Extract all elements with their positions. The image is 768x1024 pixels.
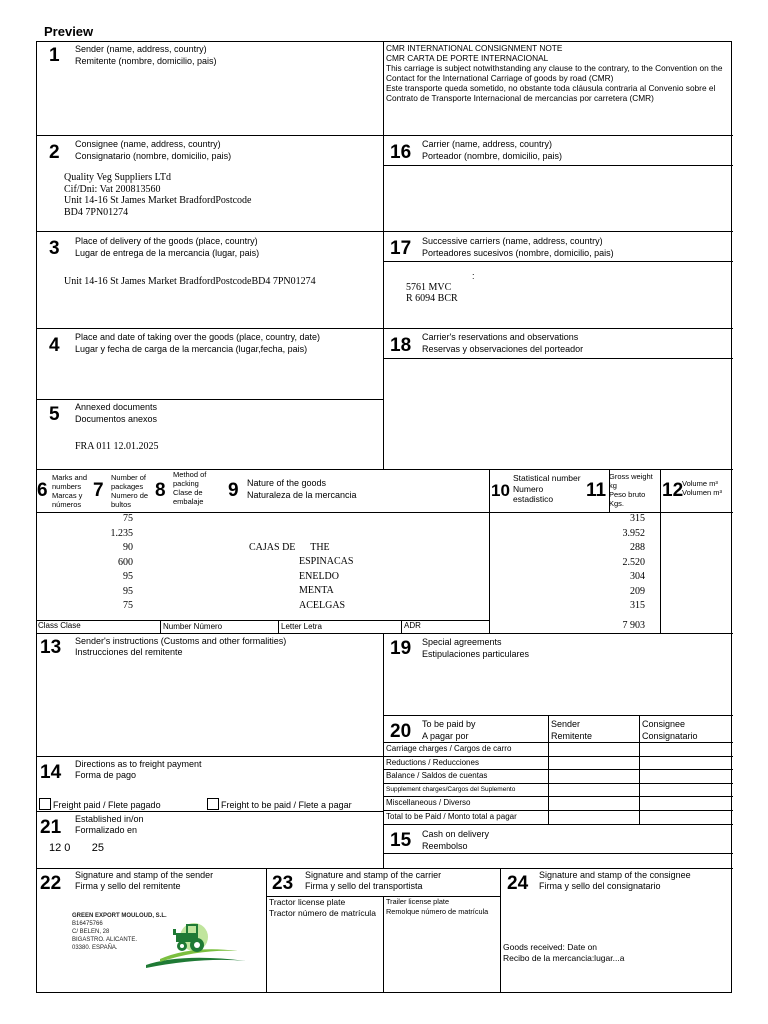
box-17-label-en: Successive carriers (name, address, country): [422, 236, 603, 246]
annexed-doc-value: FRA 011 12.01.2025: [75, 441, 159, 452]
box-3-label-en: Place of delivery of the goods (place, country): [75, 236, 258, 246]
box-3-number: 3: [49, 238, 60, 259]
col-7-label: Number of packages Numero de bultos: [111, 473, 149, 509]
gross-weight: 2.520: [622, 556, 645, 568]
payment-col-sender: Sender Remitente: [551, 719, 593, 741]
col-12-label: Volume m³ Volumen m³: [682, 479, 723, 497]
letter-label: Letter Letra: [281, 622, 322, 631]
box-18-number: 18: [390, 335, 412, 356]
cmr-header-line: Este transporte queda sometido, no obstante toda cláusula contraria al Convenio sobre el Contrato de Transporte Internacional de mercancias por carretera (CMR): [386, 83, 716, 103]
col-9-label: Nature of the goods Naturaleza de la mercancia: [247, 478, 357, 500]
plate-1: 5761 MVC: [406, 282, 452, 293]
box-2-number: 2: [49, 142, 60, 163]
col-12-number: 12: [662, 480, 684, 501]
consignee-details: [64, 172, 251, 218]
delivery-place: Unit 14-16 St James Market BradfordPostcodeBD4 7PN01274: [64, 276, 316, 287]
box-23-label-en: Signature and stamp of the carrier: [305, 870, 442, 880]
goods-nature-line: CAJAS DE THE: [249, 542, 330, 553]
box-13-number: 13: [40, 637, 62, 658]
box-4-label-en: Place and date of taking over the goods (place, country, date): [75, 332, 320, 342]
gross-weight: 315: [630, 600, 645, 611]
box-22-label-en: Signature and stamp of the sender: [75, 870, 214, 880]
stamp-line: 03380. ESPAÑA.: [72, 945, 118, 951]
box-24-number: 24: [507, 873, 529, 894]
package-count: 600: [118, 556, 133, 568]
plate-2: R 6094 BCR: [406, 293, 458, 304]
box-21-label-en: Established in/on: [75, 814, 144, 824]
payment-row: Miscellaneous / Diverso: [386, 798, 471, 807]
gross-weight: 288: [630, 542, 645, 553]
stamp-line: C/ BELEN, 28: [72, 929, 110, 935]
col-11-number: 11: [586, 480, 607, 501]
goods-received-label: Goods received: Date on Recibo de la mercancia:lugar...a: [503, 942, 625, 963]
box-23-number: 23: [272, 873, 294, 894]
box-14-label-en: Directions as to freight payment: [75, 759, 202, 769]
box-24-label-es: Firma y sello del consignatario: [539, 881, 661, 891]
goods-nature-line: MENTA: [299, 585, 334, 596]
payment-row: Total to be Paid / Monto total a pagar: [386, 812, 517, 821]
goods-nature-line: ESPINACAS: [299, 556, 354, 567]
freight-to-pay-option[interactable]: [207, 798, 352, 811]
established-date: 12 0 25: [49, 842, 105, 854]
box-22-label-es: Firma y sello del remitente: [75, 881, 181, 891]
stamp-line: BIGASTRO. ALICANTE.: [72, 937, 138, 943]
box-13-label-en: Sender's instructions (Customs and other formalities): [75, 636, 287, 646]
box-24-label-en: Signature and stamp of the consignee: [539, 870, 691, 880]
box-16-number: 16: [390, 142, 412, 163]
freight-paid-label: Freight paid / Flete pagado: [53, 800, 161, 810]
col-11-label: Gross weight kg Peso bruto Kgs.: [609, 472, 653, 508]
stamp-company: GREEN EXPORT MOULOUD, S.L.: [72, 913, 167, 919]
goods-nature-line: ACELGAS: [299, 600, 346, 611]
total-weight: 7 903: [622, 620, 645, 631]
freight-to-pay-checkbox[interactable]: [207, 798, 219, 810]
consignee-line: Unit 14-16 St James Market BradfordPostcode: [64, 195, 252, 206]
payment-row: Reductions / Reducciones: [386, 758, 479, 767]
tractor-plate-label: Tractor license plate Tractor número de matrícula: [269, 897, 376, 918]
page-title: Preview: [44, 24, 94, 39]
box-15-label-en: Cash on delivery: [422, 829, 490, 839]
box-5-label-es: Documentos anexos: [75, 414, 158, 424]
box-15-number: 15: [390, 830, 412, 851]
box-19-label-es: Estipulaciones particulares: [422, 649, 530, 659]
box-4-number: 4: [49, 335, 60, 356]
box-17-number: 17: [390, 238, 412, 259]
package-count: 90: [123, 542, 133, 553]
consignee-line: BD4 7PN01274: [64, 206, 129, 218]
adr-label: ADR: [404, 621, 421, 630]
box-20-number: 20: [390, 721, 412, 742]
stamp-line: B16475766: [72, 921, 103, 927]
payment-row: Carriage charges / Cargos de carro: [386, 744, 512, 753]
weights-column: [610, 512, 645, 614]
trailer-plate-label: Trailer license plate Remolque número de matrícula: [386, 897, 489, 916]
package-count: 95: [123, 585, 133, 597]
col-6-label: Marks and numbers Marcas y números: [52, 473, 88, 509]
cmr-header: [386, 43, 731, 103]
box-3-label-es: Lugar de entrega de la mercancia (lugar, pais): [75, 248, 260, 258]
gross-weight: 3.952: [622, 527, 645, 539]
freight-paid-option[interactable]: [39, 798, 161, 811]
box-18-label-es: Reservas y observaciones del porteador: [422, 344, 584, 354]
box-16-label-es: Porteador (nombre, domicilio, pais): [422, 151, 563, 161]
package-count: 95: [123, 571, 133, 582]
box-22-number: 22: [40, 873, 62, 894]
col-7-number: 7: [93, 480, 104, 501]
package-count: 75: [123, 600, 133, 611]
box-13-label-es: Instrucciones del remitente: [75, 647, 183, 657]
gross-weight: 315: [630, 513, 645, 524]
tractor-logo-icon: [142, 915, 250, 971]
box-17-label-es: Porteadores sucesivos (nombre, domicilio, pais): [422, 248, 614, 258]
col-10-label: Statistical number Numero estadistico: [513, 473, 581, 504]
box-2-label-es: Consignatario (nombre, domicilio, pais): [75, 151, 232, 161]
package-count: 1.235: [110, 527, 133, 539]
number-label: Number Número: [163, 622, 223, 631]
box-1-label-en: Sender (name, address, country): [75, 44, 207, 54]
box-21-label-es: Formalizado en: [75, 825, 138, 835]
box-15-label-es: Reembolso: [422, 841, 468, 851]
gross-weight: 209: [630, 585, 645, 597]
box-1-number: 1: [49, 45, 60, 66]
payment-row: Supplement charges/Cargos del Suplemento: [386, 786, 516, 793]
class-label: Class Clase: [38, 621, 81, 630]
cmr-header-line: CMR CARTA DE PORTE INTERNACIONAL: [386, 53, 549, 63]
box-14-label-es: Forma de pago: [75, 770, 137, 780]
freight-paid-checkbox[interactable]: [39, 798, 51, 810]
col-10-number: 10: [491, 481, 510, 500]
successive-carrier-colon: :: [472, 271, 475, 281]
payment-row: Balance / Saldos de cuentas: [386, 771, 488, 780]
col-9-number: 9: [228, 480, 239, 501]
box-16-label-en: Carrier (name, address, country): [422, 139, 553, 149]
packages-column: [100, 512, 133, 614]
box-4-label-es: Lugar y fecha de carga de la mercancia (lugar,fecha, pais): [75, 344, 308, 354]
box-19-number: 19: [390, 638, 412, 659]
goods-nature-line: ENELDO: [299, 571, 339, 582]
package-count: 75: [123, 513, 133, 524]
col-8-number: 8: [155, 480, 166, 501]
col-8-label: Method of packing Clase de embalaje: [173, 470, 207, 506]
box-1-label-es: Remitente (nombre, domicilio, pais): [75, 56, 217, 66]
cmr-header-line: This carriage is subject notwithstanding any clause to the contrary, to the Convention on the Contact for the International Carriage of goods by road (CMR): [386, 63, 723, 83]
freight-to-pay-label: Freight to be paid / Flete a pagar: [221, 800, 352, 810]
box-20-label-es: A pagar por: [422, 731, 469, 741]
box-5-number: 5: [49, 404, 60, 425]
payment-col-consignee: Consignee Consignatario: [642, 719, 698, 741]
col-6-number: 6: [37, 480, 48, 501]
box-20-label-en: To be paid by: [422, 719, 476, 729]
box-14-number: 14: [40, 762, 62, 783]
gross-weight: 304: [630, 571, 645, 582]
consignee-line: Quality Veg Suppliers LTd: [64, 172, 171, 183]
box-19-label-en: Special agreements: [422, 637, 502, 647]
box-21-number: 21: [40, 817, 62, 838]
box-5-label-en: Annexed documents: [75, 402, 158, 412]
cmr-header-line: CMR INTERNATIONAL CONSIGNMENT NOTE: [386, 43, 563, 53]
box-23-label-es: Firma y sello del transportista: [305, 881, 423, 891]
consignee-line: Cif/Dni: Vat 200813560: [64, 183, 161, 195]
box-2-label-en: Consignee (name, address, country): [75, 139, 221, 149]
box-18-label-en: Carrier's reservations and observations: [422, 332, 579, 342]
